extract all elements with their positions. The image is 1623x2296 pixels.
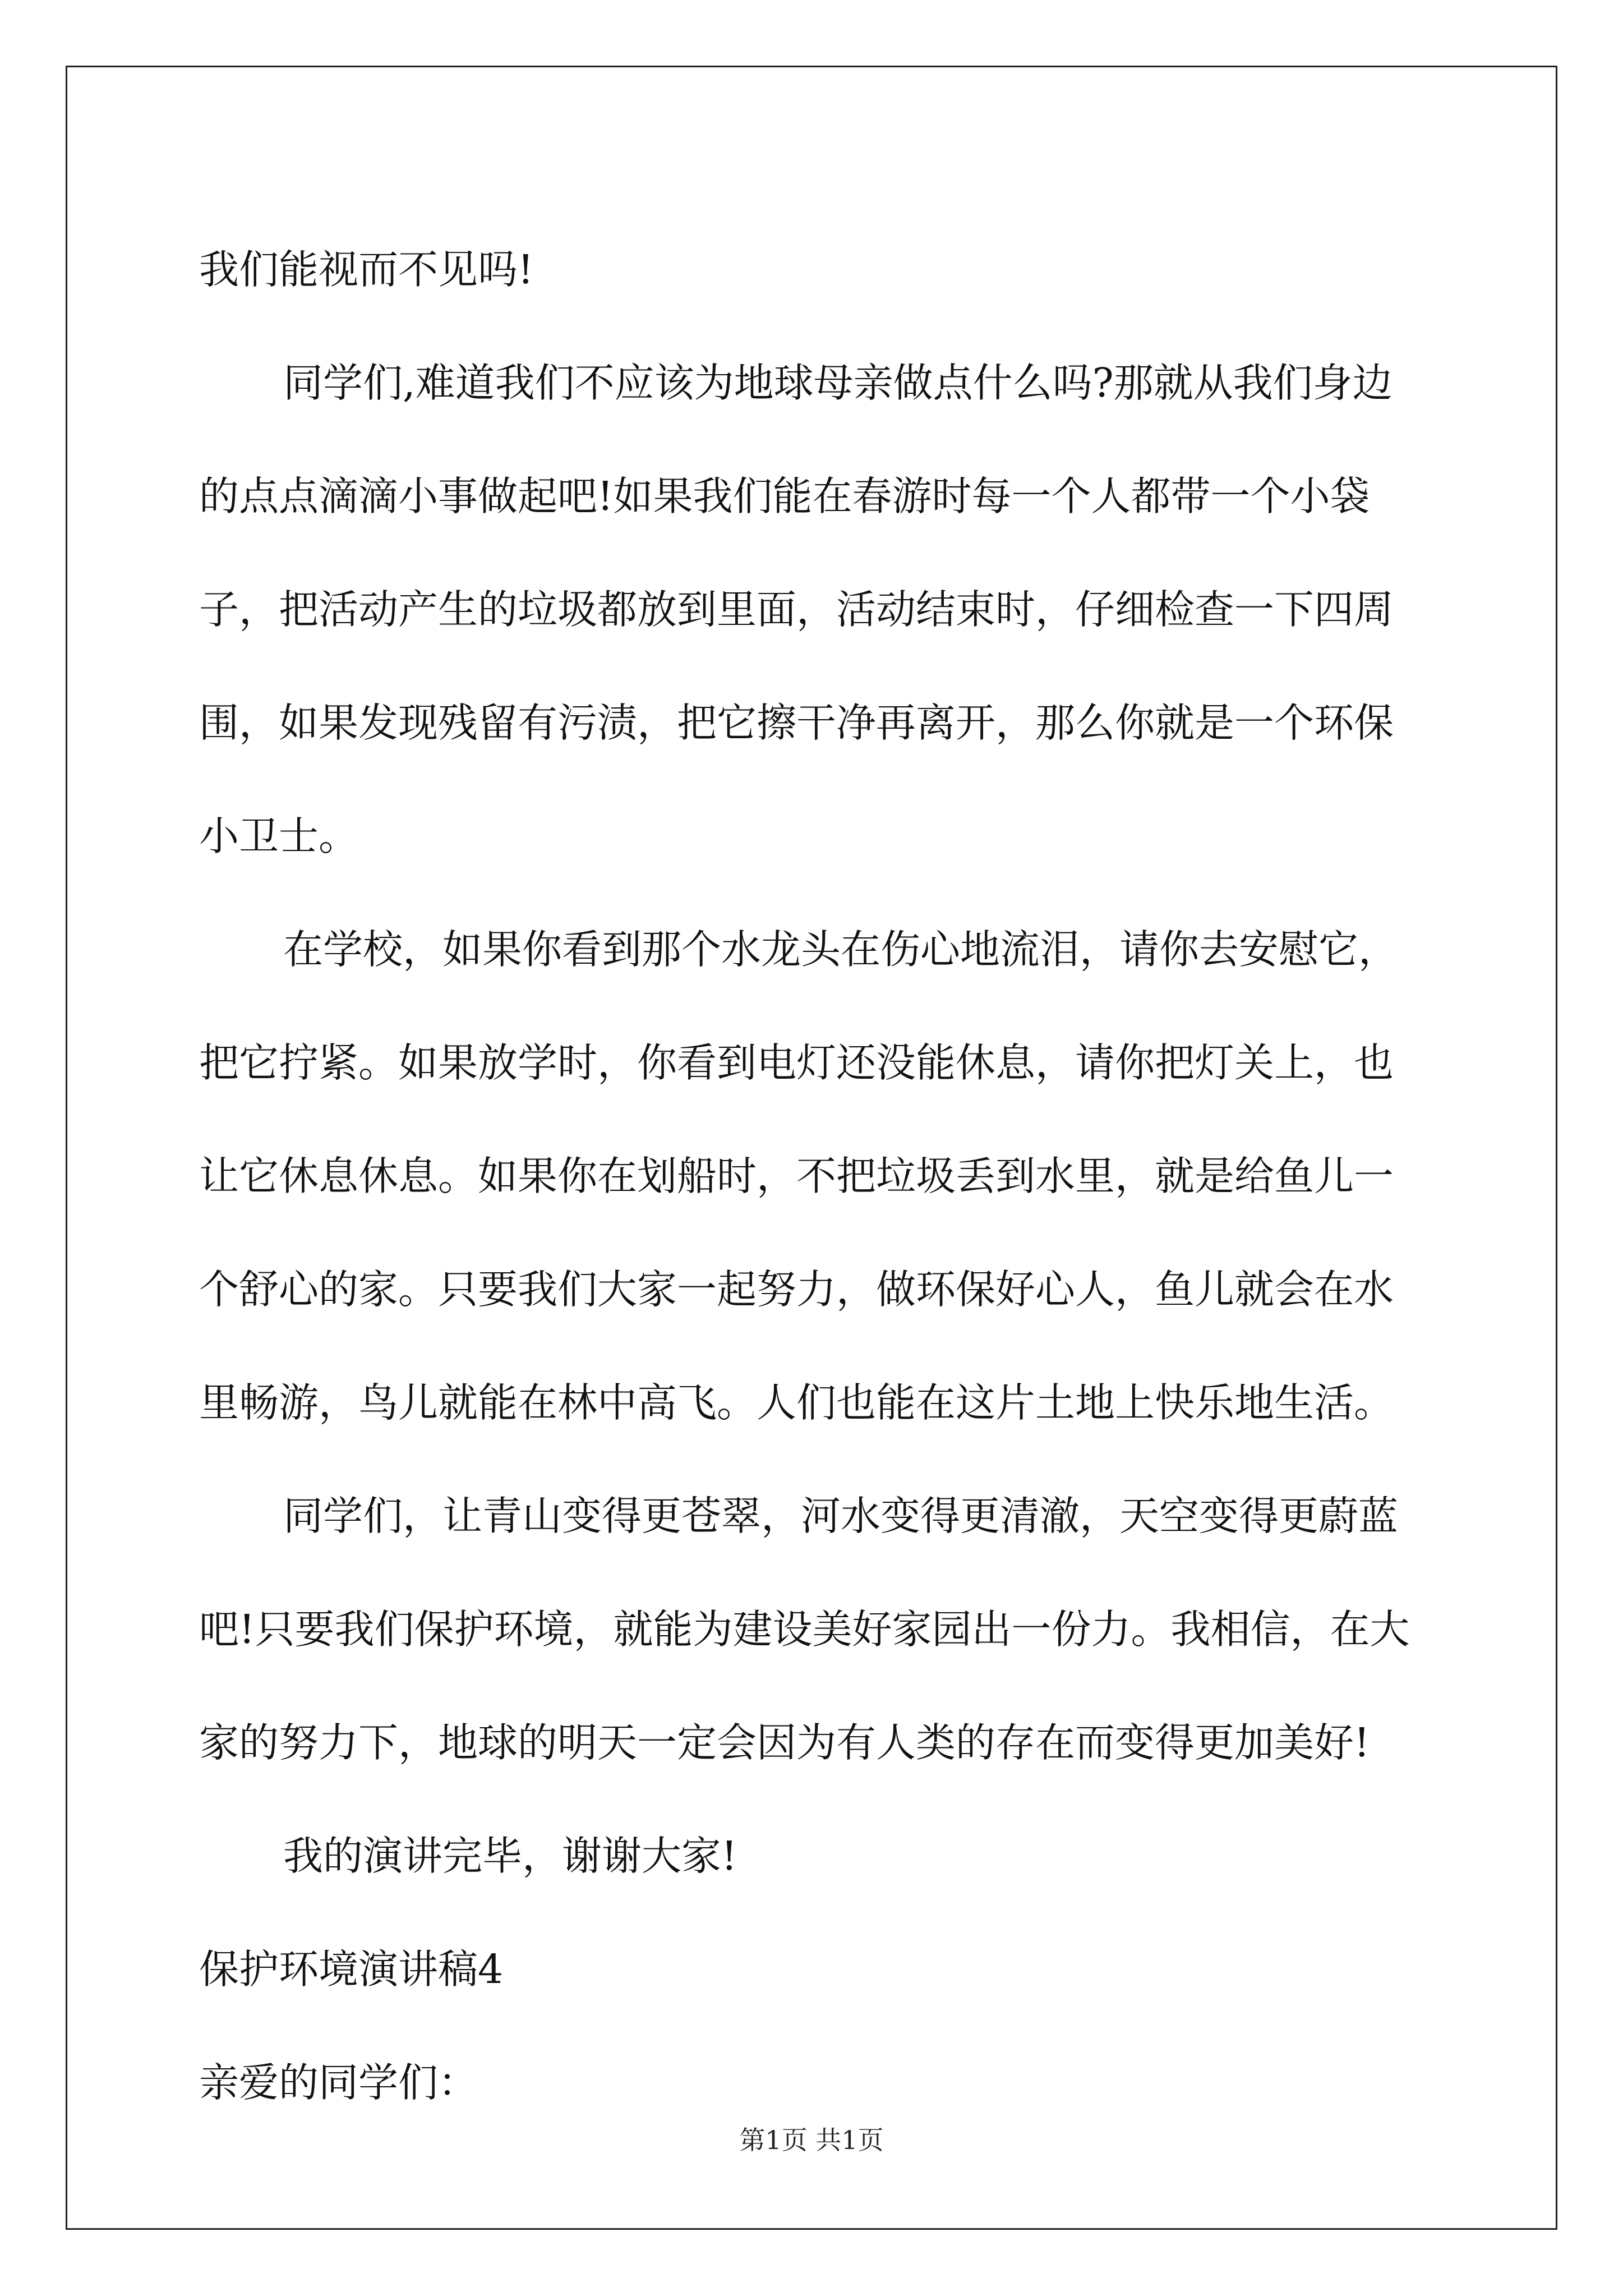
page-number-footer: 第1页 共1页 [739, 2125, 884, 2155]
salutation-line: 亲爱的同学们： [199, 2059, 478, 2106]
paragraph-line: 家的努力下，地球的明天一定会因为有人类的存在而变得更加美好! [199, 1719, 1370, 1766]
paragraph-line: 同学们，让青山变得更苍翠，河水变得更清澈，天空变得更蔚蓝 [283, 1493, 1399, 1539]
paragraph-line: 小卫士。 [199, 813, 359, 859]
paragraph-line: 我的演讲完毕，谢谢大家! [283, 1833, 737, 1879]
paragraph-line: 吧!只要我们保护环境，就能为建设美好家园出一份力。我相信，在大 [199, 1606, 1410, 1653]
paragraph-line: 我们能视而不见吗! [199, 246, 534, 293]
paragraph-line: 把它拧紧。如果放学时，你看到电灯还没能休息，请你把灯关上，也 [199, 1039, 1394, 1086]
paragraph-line: 子，把活动产生的垃圾都放到里面，活动结束时，仔细检查一下四周 [199, 586, 1394, 633]
paragraph-line: 在学校，如果你看到那个水龙头在伤心地流泪，请你去安慰它， [283, 926, 1399, 973]
paragraph-line: 个舒心的家。只要我们大家一起努力，做环保好心人，鱼儿就会在水 [199, 1266, 1394, 1313]
paragraph-line: 里畅游，鸟儿就能在林中高飞。人们也能在这片土地上快乐地生活。 [199, 1379, 1394, 1426]
paragraph-line: 让它休息休息。如果你在划船时，不把垃圾丢到水里，就是给鱼儿一 [199, 1153, 1394, 1199]
paragraph-line: 围，如果发现残留有污渍，把它擦干净再离开，那么你就是一个环保 [199, 700, 1394, 746]
paragraph-line: 的点点滴滴小事做起吧!如果我们能在春游时每一个人都带一个小袋 [199, 473, 1370, 519]
section-heading: 保护环境演讲稿4 [199, 1946, 504, 1993]
document-body [199, 213, 1422, 2139]
paragraph-line: 同学们,难道我们不应该为地球母亲做点什么吗?那就从我们身边 [283, 360, 1393, 406]
